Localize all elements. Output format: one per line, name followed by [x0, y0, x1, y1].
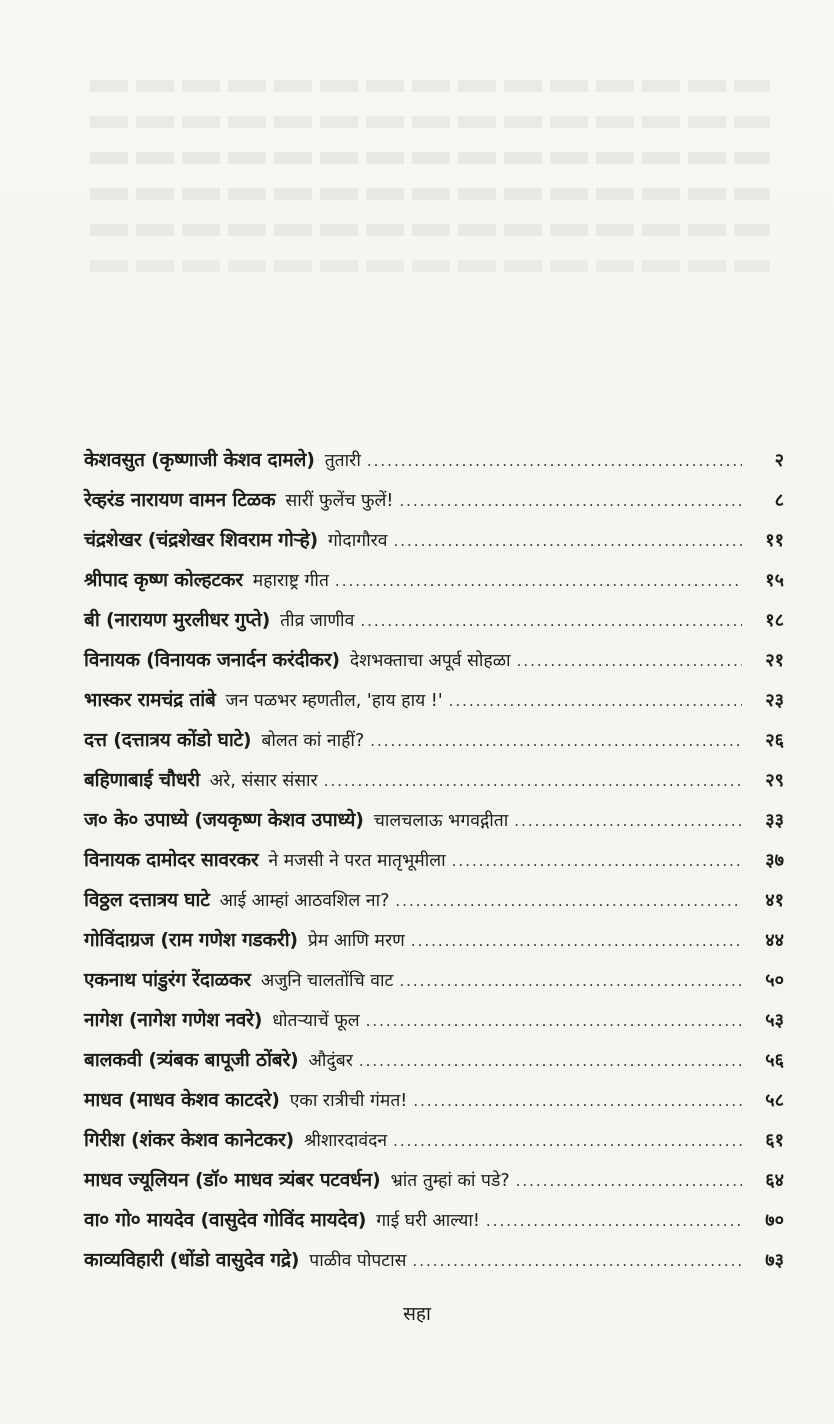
dot-leader — [449, 681, 742, 721]
dot-leader — [411, 921, 742, 961]
toc-page-number: २९ — [765, 770, 784, 791]
toc-page-number: ११ — [765, 530, 784, 551]
toc-page-number: ६१ — [765, 1130, 784, 1151]
toc-poem-title: पाळीव पोपटास — [309, 1251, 407, 1271]
toc-entry — [84, 920, 784, 960]
toc-poem-title: औदुंबर — [308, 1051, 353, 1071]
dot-leader — [514, 801, 742, 841]
table-of-contents — [84, 440, 784, 1280]
toc-author: दत्त (दत्तात्रय कोंडो घाटे) — [84, 729, 252, 751]
toc-author: बालकवी (त्र्यंबक बापूजी ठोंबरे) — [84, 1049, 299, 1071]
toc-page-number: ३३ — [765, 810, 784, 831]
page-folio: सहा — [403, 1303, 431, 1325]
toc-author: विनायक (विनायक जनार्दन करंदीकर) — [84, 649, 340, 671]
toc-author: माधव ज्यूलियन (डॉ० माधव त्र्यंबर पटवर्धन) — [84, 1169, 381, 1191]
toc-entry — [84, 800, 784, 840]
toc-page-number: ४१ — [765, 890, 784, 911]
toc-author: विनायक दामोदर सावरकर — [84, 849, 259, 871]
toc-page-number: १८ — [765, 610, 784, 631]
dot-leader — [394, 521, 743, 561]
dot-leader — [335, 561, 742, 601]
toc-poem-title: गोदागौरव — [328, 531, 388, 551]
toc-entry — [84, 840, 784, 880]
toc-poem-title: तुतारी — [324, 451, 361, 471]
toc-entry — [84, 560, 784, 600]
toc-page-number: २६ — [765, 730, 784, 751]
toc-entry — [84, 1240, 784, 1280]
toc-poem-title: ने मजसी ने परत मातृभूमीला — [268, 851, 446, 871]
dot-leader — [399, 481, 742, 521]
toc-page-number: ४४ — [765, 930, 784, 951]
toc-page-number: ७० — [765, 1210, 784, 1231]
toc-author: रेव्हरंड नारायण वामन टिळक — [84, 489, 276, 511]
toc-entry — [84, 1160, 784, 1200]
toc-entry — [84, 1000, 784, 1040]
toc-page-number: ५८ — [765, 1090, 784, 1111]
dot-leader — [486, 1201, 742, 1241]
toc-entry — [84, 960, 784, 1000]
dot-leader — [413, 1241, 743, 1281]
toc-poem-title: भ्रांत तुम्हां कां पडे? — [390, 1171, 510, 1191]
toc-page-number: ६४ — [765, 1170, 784, 1191]
show-through-text — [90, 80, 770, 320]
toc-page-number: ७३ — [765, 1250, 784, 1271]
toc-poem-title: सारीं फुलेंच फुलें! — [285, 491, 394, 511]
toc-entry — [84, 720, 784, 760]
toc-entry — [84, 600, 784, 640]
dot-leader — [452, 841, 742, 881]
toc-author: वा० गो० मायदेव (वासुदेव गोविंद मायदेव) — [84, 1209, 367, 1231]
toc-entry — [84, 520, 784, 560]
toc-poem-title: महाराष्ट्र गीत — [252, 571, 329, 591]
toc-poem-title: अरे, संसार संसार — [209, 771, 318, 791]
toc-poem-title: तीव्र जाणीव — [280, 611, 355, 631]
toc-page-number: ८ — [774, 490, 784, 511]
toc-entry — [84, 440, 784, 480]
toc-entry — [84, 1080, 784, 1120]
toc-page-number: २१ — [765, 650, 784, 671]
toc-poem-title: देशभक्ताचा अपूर्व सोहळा — [349, 651, 511, 671]
dot-leader — [395, 881, 742, 921]
dot-leader — [324, 761, 742, 801]
dot-leader — [366, 1001, 742, 1041]
toc-page-number: ५० — [765, 970, 784, 991]
toc-author: गोविंदाग्रज (राम गणेश गडकरी) — [84, 929, 298, 951]
toc-page-number: ५३ — [765, 1010, 784, 1031]
toc-author: नागेश (नागेश गणेश नवरे) — [84, 1009, 263, 1031]
toc-entry — [84, 1120, 784, 1160]
dot-leader — [393, 1121, 742, 1161]
toc-author: चंद्रशेखर (चंद्रशेखर शिवराम गोऱ्हे) — [84, 529, 319, 551]
toc-entry — [84, 760, 784, 800]
dot-leader — [413, 1081, 742, 1121]
toc-author: काव्यविहारी (धोंडो वासुदेव गद्रे) — [84, 1249, 300, 1271]
toc-poem-title: धोतऱ्याचें फूल — [272, 1011, 360, 1031]
dot-leader — [370, 721, 742, 761]
toc-entry — [84, 1200, 784, 1240]
toc-entry — [84, 640, 784, 680]
toc-poem-title: श्रीशारदावंदन — [304, 1131, 388, 1151]
toc-poem-title: चालचलाऊ भगवद्गीता — [373, 811, 509, 831]
toc-entry — [84, 880, 784, 920]
dot-leader — [367, 441, 742, 481]
dot-leader — [359, 1041, 742, 1081]
toc-author: माधव (माधव केशव काटदरे) — [84, 1089, 280, 1111]
toc-page-number: २३ — [765, 690, 784, 711]
toc-author: ज० के० उपाध्ये (जयकृष्ण केशव उपाध्ये) — [84, 809, 364, 831]
toc-page-number: ३७ — [765, 850, 784, 871]
dot-leader — [516, 1161, 742, 1201]
toc-poem-title: अजुनि चालतोंचि वाट — [260, 971, 394, 991]
dot-leader — [360, 601, 742, 641]
toc-author: विठ्ठल दत्तात्रय घाटे — [84, 889, 210, 911]
toc-author: गिरीश (शंकर केशव कानेटकर) — [84, 1129, 294, 1151]
toc-author: एकनाथ पांडुरंग रेंदाळकर — [84, 969, 251, 991]
toc-author: केशवसुत (कृष्णाजी केशव दामले) — [84, 449, 315, 471]
toc-page-number: ५६ — [765, 1050, 784, 1071]
toc-entry — [84, 680, 784, 720]
toc-entry — [84, 1040, 784, 1080]
toc-author: बहिणाबाई चौधरी — [84, 769, 200, 791]
dot-leader — [399, 961, 742, 1001]
toc-author: भास्कर रामचंद्र तांबे — [84, 689, 216, 711]
toc-poem-title: जन पळभर म्हणतील, 'हाय हाय !' — [225, 691, 443, 711]
toc-poem-title: एका रात्रीची गंमत! — [289, 1091, 408, 1111]
toc-poem-title: बोलत कां नाहीं? — [261, 731, 365, 751]
toc-page-number: २ — [774, 450, 784, 471]
toc-author: बी (नारायण मुरलीधर गुप्ते) — [84, 609, 271, 631]
toc-poem-title: प्रेम आणि मरण — [307, 931, 405, 951]
dot-leader — [517, 641, 742, 681]
toc-poem-title: गाई घरी आल्या! — [376, 1211, 480, 1231]
toc-poem-title: आई आम्हां आठवशिल ना? — [219, 891, 390, 911]
toc-entry — [84, 480, 784, 520]
toc-page-number: १५ — [765, 570, 784, 591]
toc-author: श्रीपाद कृष्ण कोल्हटकर — [84, 569, 243, 591]
